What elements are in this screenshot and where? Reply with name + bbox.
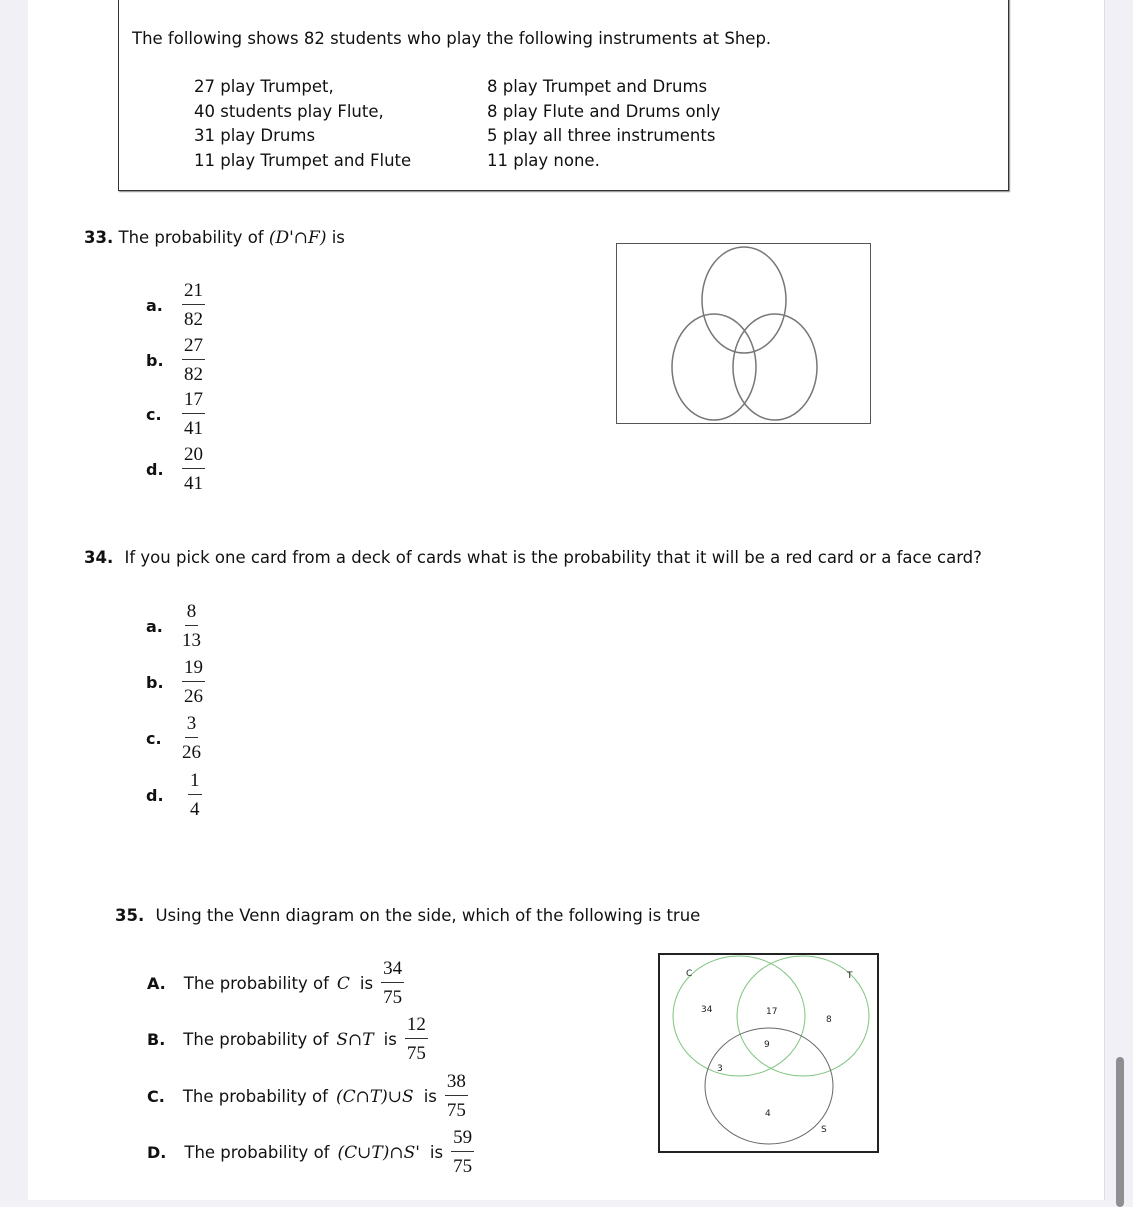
- question-34: [84, 548, 982, 567]
- value-t-only: 8: [826, 1015, 832, 1025]
- math-expression: (C∩T)∪S: [335, 1086, 414, 1107]
- question-text: The probability of: [118, 228, 264, 247]
- statement-is: is: [423, 1087, 437, 1106]
- q35-option-c[interactable]: [147, 1071, 468, 1122]
- info-line: 31 play Drums: [194, 126, 316, 145]
- fraction: [182, 335, 205, 386]
- statement-text: The probability of: [184, 1143, 330, 1162]
- fraction: [188, 770, 202, 821]
- scrollbar-thumb[interactable]: [1116, 1057, 1124, 1207]
- statement-is: is: [359, 974, 374, 993]
- denominator: 41: [184, 418, 203, 439]
- info-left-column: [194, 75, 411, 173]
- q34-option-d[interactable]: [146, 770, 202, 821]
- fraction: [451, 1127, 474, 1178]
- info-line: 5 play all three instruments: [487, 126, 716, 145]
- info-right-column: [487, 75, 720, 173]
- info-line: 8 play Trumpet and Drums: [487, 77, 708, 96]
- numerator: 34: [381, 958, 404, 983]
- label-s: S: [821, 1125, 827, 1135]
- question-number: 34.: [84, 548, 114, 567]
- math-expression: C: [336, 973, 350, 994]
- option-letter: b.: [146, 673, 164, 692]
- denominator: 4: [190, 799, 200, 820]
- denominator: 75: [446, 1100, 466, 1121]
- value-c-and-s: 3: [717, 1064, 723, 1074]
- info-line: 11 play none.: [487, 150, 600, 170]
- info-line: 40 students play Flute,: [194, 101, 384, 121]
- math-expression: (D'∩F): [268, 228, 327, 248]
- statement-text: The probability of: [182, 1087, 328, 1106]
- numerator: 59: [451, 1127, 474, 1152]
- statement-is: is: [383, 1030, 397, 1049]
- option-letter: D.: [147, 1143, 167, 1162]
- math-expression: S∩T: [336, 1029, 374, 1050]
- q33-option-c[interactable]: [146, 389, 205, 440]
- option-letter: d.: [146, 786, 164, 805]
- info-title: The following shows 82 students who play the following instruments at Shep.: [132, 29, 772, 48]
- numerator: 17: [182, 389, 205, 414]
- question-text: is: [331, 228, 345, 247]
- denominator: 75: [406, 1043, 426, 1064]
- venn-circles: [617, 244, 869, 422]
- info-line: 27 play Trumpet,: [194, 77, 334, 96]
- statement-text: The probability of: [183, 1030, 329, 1049]
- venn-diagram-blank: [616, 243, 871, 424]
- q34-option-b[interactable]: [146, 657, 205, 708]
- question-text: Using the Venn diagram on the side, which of the following is true: [155, 906, 701, 925]
- fraction: [405, 1014, 428, 1065]
- numerator: 19: [182, 657, 205, 682]
- denominator: 26: [182, 742, 201, 763]
- value-s-only: 4: [765, 1109, 771, 1119]
- denominator: 41: [184, 473, 203, 494]
- option-letter: b.: [146, 351, 164, 370]
- option-letter: c.: [146, 729, 162, 748]
- denominator: 75: [383, 987, 403, 1008]
- math-expression: (C∪T)∩S': [337, 1142, 420, 1163]
- label-t: T: [847, 971, 853, 981]
- numerator: 21: [182, 280, 205, 305]
- question-33: [84, 228, 345, 248]
- fraction: [182, 389, 205, 440]
- value-all-three: 9: [764, 1040, 770, 1050]
- venn-diagram-cts: [658, 953, 879, 1153]
- numerator: 12: [405, 1014, 428, 1039]
- denominator: 26: [184, 686, 203, 707]
- numerator: 27: [182, 335, 205, 360]
- q33-option-a[interactable]: [146, 280, 205, 331]
- q33-option-b[interactable]: [146, 335, 205, 386]
- option-letter: B.: [147, 1030, 166, 1049]
- info-line: 11 play Trumpet and Flute: [194, 150, 412, 170]
- numerator: 20: [182, 444, 205, 469]
- numerator: 3: [185, 713, 199, 738]
- numerator: 8: [185, 601, 199, 626]
- question-35: [115, 906, 700, 925]
- info-line: 8 play Flute and Drums only: [487, 101, 721, 121]
- left-gutter: [0, 0, 29, 1200]
- q34-option-a[interactable]: [146, 601, 201, 652]
- value-c-and-t: 17: [766, 1007, 778, 1017]
- fraction: [182, 601, 201, 652]
- q35-option-d[interactable]: [147, 1127, 474, 1178]
- statement-is: is: [429, 1143, 444, 1162]
- option-letter: a.: [146, 296, 163, 315]
- q35-option-a[interactable]: [147, 958, 404, 1009]
- fraction: [445, 1071, 468, 1122]
- question-number: 33.: [84, 228, 114, 247]
- circle-c: [673, 956, 805, 1076]
- q35-option-b[interactable]: [147, 1014, 428, 1065]
- statement-text: The probability of: [183, 974, 329, 993]
- option-letter: d.: [146, 460, 164, 479]
- denominator: 82: [184, 364, 203, 385]
- label-c: C: [686, 969, 693, 979]
- fraction: [381, 958, 404, 1009]
- fraction: [182, 280, 205, 331]
- fraction: [182, 657, 205, 708]
- option-letter: C.: [147, 1087, 165, 1106]
- venn-circles: [660, 955, 877, 1151]
- option-letter: c.: [146, 405, 162, 424]
- numerator: 38: [445, 1071, 468, 1096]
- denominator: 75: [453, 1156, 473, 1177]
- q34-option-c[interactable]: [146, 713, 201, 764]
- question-text: If you pick one card from a deck of cards what is the probability that it will be a red card or a face card?: [124, 548, 982, 567]
- denominator: 13: [182, 630, 201, 651]
- scrollbar-track[interactable]: [1104, 0, 1133, 1200]
- value-c-only: 34: [701, 1005, 713, 1015]
- option-letter: a.: [146, 617, 163, 636]
- fraction: [182, 444, 205, 495]
- fraction: [182, 713, 201, 764]
- denominator: 82: [184, 309, 203, 330]
- question-number: 35.: [115, 906, 145, 925]
- q33-option-d[interactable]: [146, 444, 205, 495]
- option-letter: A.: [147, 974, 166, 993]
- numerator: 1: [188, 770, 202, 795]
